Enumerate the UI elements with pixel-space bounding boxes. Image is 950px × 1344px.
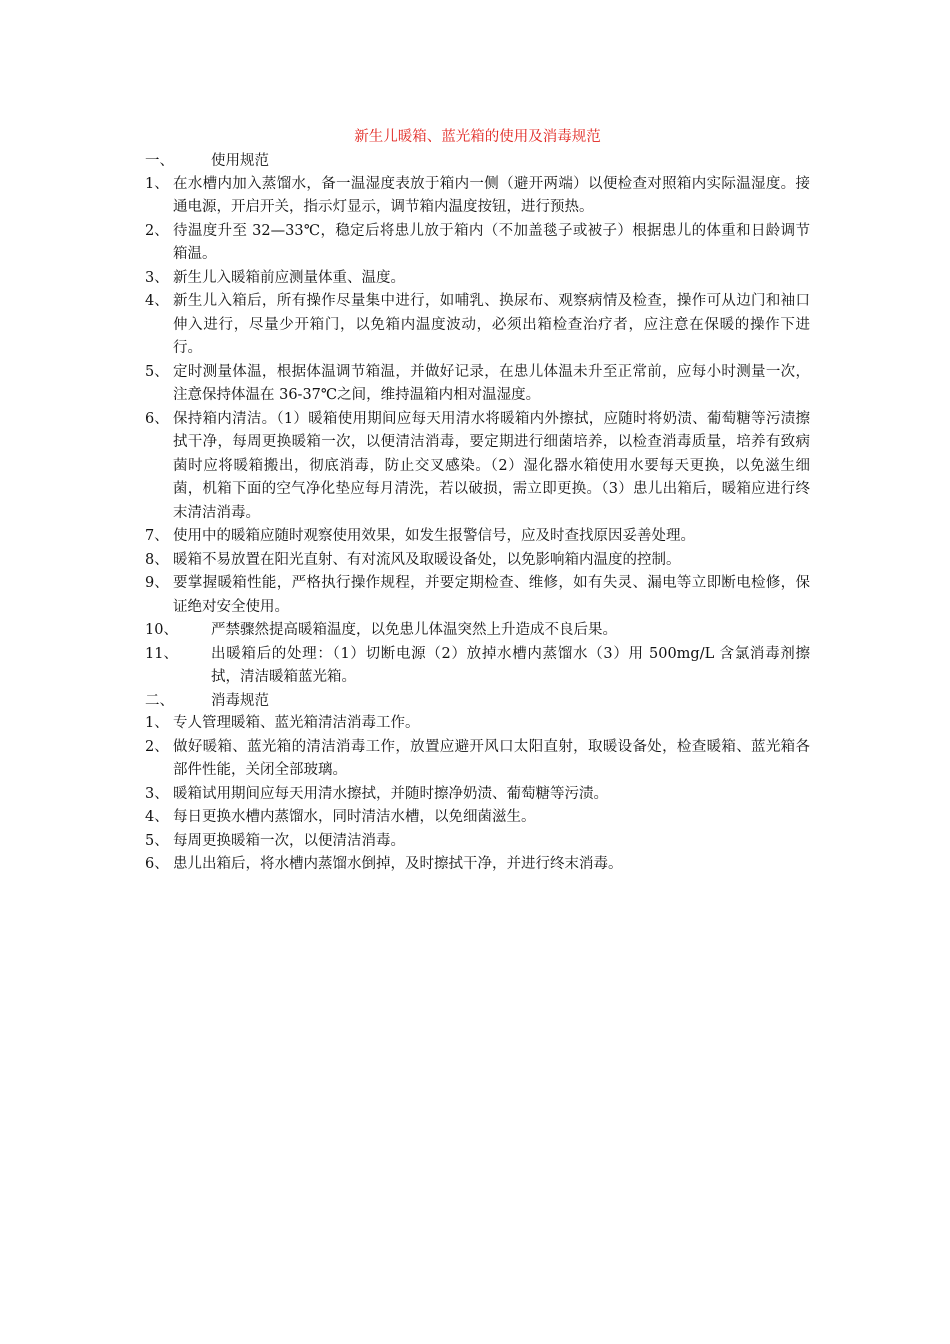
list-item [145,220,810,267]
list-item-number: 4、 [145,809,169,825]
list-item-text: 待温度升至 32—33℃，稳定后将患儿放于箱内（不加盖毯子或被子）根据患儿的体重和日龄调节箱温。 [173,222,810,262]
section-number: 一、 [145,153,174,169]
list-item-text: 每日更换水槽内蒸馏水，同时清洁水槽，以免细菌滋生。 [173,809,536,825]
section-title: 使用规范 [211,153,269,169]
list-item-number: 2、 [145,738,169,755]
list-item [145,267,810,291]
list-item [145,736,810,783]
list-item-text: 使用中的暖箱应随时观察使用效果，如发生报警信号，应及时查找原因妥善处理。 [173,528,695,544]
list-item-number: 5、 [145,832,169,849]
list-item-text: 保持箱内清洁。（1）暖箱使用期间应每天用清水将暖箱内外擦拭，应随时将奶渍、葡萄糖等污渍擦拭干净，每周更换暖箱一次，以便清洁消毒，要定期进行细菌培养，以检查消毒质量，培养有致病菌时应将暖箱搬出，彻底消毒，防止交叉感染。（2）湿化器水箱使用水要每天更换，以免滋生细菌，机箱下面的空气净化垫应每月清洗，若以破损，需立即更换。（3）患儿出箱后，暖箱应进行终末清洁消毒。 [173,410,810,521]
list-item-text: 新生儿入暖箱前应测量体重、温度。 [173,269,405,286]
section-number: 二、 [145,692,174,709]
document-body [145,126,810,877]
list-item-text: 严禁骤然提高暖箱温度，以免患儿体温突然上升造成不良后果。 [211,622,617,638]
list-item-text: 在水槽内加入蒸馏水，备一温湿度表放于箱内一侧（避开两端）以便检查对照箱内实际温湿度。接通电源，开启开关，指示灯显示，调节箱内温度按钮，进行预热。 [173,175,810,215]
list-item [145,572,810,619]
list-item-text: 做好暖箱、蓝光箱的清洁消毒工作，放置应避开风口太阳直射，取暖设备处，检查暖箱、蓝光箱各部件性能，关闭全部玻璃。 [173,738,810,778]
document-title: 新生儿暖箱、蓝光箱的使用及消毒规范 [354,129,601,145]
section-heading [145,690,810,713]
list-item-text: 暖箱不易放置在阳光直射、有对流风及取暖设备处，以免影响箱内温度的控制。 [173,551,681,568]
list-item-number: 2、 [145,222,169,239]
sections-container [145,150,810,877]
list-item [145,525,810,549]
list-item [145,173,810,220]
list-item-text: 暖箱试用期间应每天用清水擦拭，并随时擦净奶渍、葡萄糖等污渍。 [173,785,608,802]
list-item-number: 6、 [145,410,169,427]
list-item-text: 专人管理暖箱、蓝光箱清洁消毒工作。 [173,715,420,731]
list-item [145,408,810,526]
list-item-text: 患儿出箱后，将水槽内蒸馏水倒掉，及时擦拭干净，并进行终末消毒。 [173,856,623,872]
list-item [145,853,810,877]
list-item-number: 11、 [145,645,178,662]
list-item [145,643,810,690]
list-item-text: 要掌握暖箱性能，严格执行操作规程，并要定期检查、维修，如有失灵、漏电等立即断电检修，保证绝对安全使用。 [173,575,810,615]
list-item-number: 10、 [145,622,178,638]
list-item-number: 3、 [145,269,169,286]
section-heading [145,150,810,173]
list-item-text: 新生儿入箱后，所有操作尽量集中进行，如哺乳、换尿布、观察病情及检查，操作可从边门和袖口伸入进行，尽量少开箱门，以免箱内温度波动，必须出箱检查治疗者，应注意在保暖的操作下进行。 [173,293,810,356]
list-item-text: 出暖箱后的处理：（1）切断电源（2）放掉水槽内蒸馏水（3）用 500mg/L 含氯消毒剂擦拭，清洁暖箱蓝光箱。 [211,645,810,685]
list-item-text: 定时测量体温，根据体温调节箱温，并做好记录，在患儿体温未升至正常前，应每小时测量一次，注意保持体温在 36-37℃之间，维持温箱内相对温湿度。 [173,363,810,403]
list-item-number: 7、 [145,528,169,544]
list-item-number: 1、 [145,715,169,731]
list-item-number: 4、 [145,293,169,309]
list-item [145,830,810,854]
list-item-number: 3、 [145,785,169,802]
list-item-number: 6、 [145,856,169,872]
list-item [145,361,810,408]
section-title: 消毒规范 [211,692,269,709]
list-item-text: 每周更换暖箱一次，以便清洁消毒。 [173,832,405,849]
list-item-number: 1、 [145,175,169,192]
list-item [145,549,810,573]
list-item [145,712,810,736]
list-item-number: 5、 [145,363,169,380]
list-item [145,806,810,830]
list-item-number: 9、 [145,575,169,591]
list-item [145,619,810,643]
list-item-number: 8、 [145,551,169,568]
list-item [145,290,810,361]
list-item [145,783,810,807]
